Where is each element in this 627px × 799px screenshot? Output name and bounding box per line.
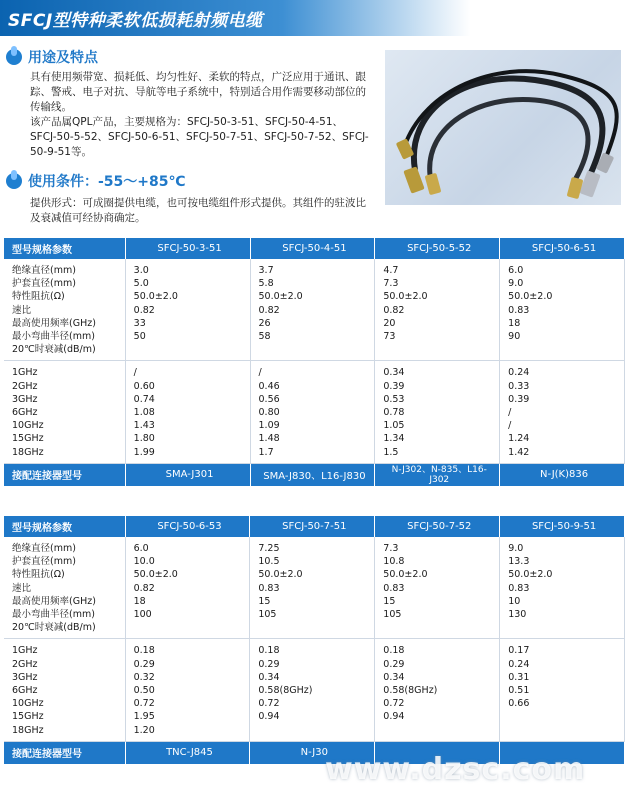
value [508, 343, 620, 356]
value: 0.29 [133, 658, 155, 670]
param-label: 护套直径(mm) [12, 556, 76, 568]
value: 50 [133, 331, 146, 343]
value: 26 [258, 317, 271, 329]
freq-label: 2GHz [12, 380, 38, 392]
value: 0.17 [508, 645, 530, 657]
text-line: 该产品属QPL产品，主要规格为：SFCJ-50-3-51、SFCJ-50-4-51、 [30, 116, 343, 128]
value: 0.83 [383, 582, 405, 594]
value: 1.43 [133, 420, 155, 432]
header-cell: 型号规格参数 [4, 238, 125, 259]
cable-photo [385, 50, 621, 205]
bullet-icon [6, 49, 22, 65]
value: 50.0±2.0 [258, 569, 303, 581]
header-cell: SFCJ-50-6-53 [125, 516, 250, 537]
freq-label: 1GHz [12, 367, 38, 379]
value: 0.94 [383, 711, 405, 723]
value: 0.34 [383, 671, 405, 683]
param-label: 速比 [12, 304, 32, 316]
value: 0.51 [508, 685, 530, 697]
text-line: 具有使用频带宽、损耗低、均匀性好、柔软的特点，广泛应用于通讯、跟 [30, 71, 366, 83]
value: 4.7 [383, 265, 399, 276]
value: 1.95 [133, 711, 155, 723]
value: 0.82 [383, 304, 405, 316]
value: 3.7 [258, 265, 274, 276]
header-cell: SFCJ-50-9-51 [500, 516, 625, 537]
param-label: 最高使用频率(GHz) [12, 317, 96, 329]
freq-label: 15GHz [12, 433, 44, 445]
value: 10 [508, 595, 521, 607]
param-names [4, 537, 125, 639]
freq-label: 18GHz [12, 446, 44, 458]
value: / [258, 367, 262, 379]
param-label: 特性阻抗(Ω) [12, 291, 65, 303]
value: 0.58(8GHz) [383, 685, 438, 697]
table-row [4, 537, 625, 639]
param-values [250, 537, 375, 639]
table-header-row [4, 516, 625, 537]
freq-label: 10GHz [12, 420, 44, 432]
freq-names [4, 639, 125, 741]
value: 18 [508, 317, 521, 329]
value: 0.83 [508, 304, 530, 316]
value [383, 343, 495, 356]
atten-values [125, 361, 250, 463]
title-band [0, 0, 627, 36]
value [134, 343, 246, 356]
atten-values [500, 361, 625, 463]
text-line: 及衰减值可经协商确定。 [30, 212, 146, 224]
value: 0.34 [383, 367, 405, 379]
value: 0.31 [508, 671, 530, 683]
param-label: 绝缘直径(mm) [12, 265, 76, 276]
header-cell: SFCJ-50-5-52 [375, 238, 500, 259]
param-values [250, 259, 375, 361]
value [134, 621, 246, 634]
atten-values [375, 639, 500, 741]
value [258, 621, 370, 634]
param-values [500, 259, 625, 361]
freq-label: 2GHz [12, 658, 38, 670]
value: 10.5 [258, 556, 280, 568]
value: 90 [508, 331, 521, 343]
param-values [125, 259, 250, 361]
value: 0.34 [258, 671, 280, 683]
text-line: 传输线。 [30, 101, 72, 113]
atten-values [500, 639, 625, 741]
header-cell: 型号规格参数 [4, 516, 125, 537]
value: 33 [133, 317, 146, 329]
param-values [375, 537, 500, 639]
connector-cell: TNC-J845 [125, 741, 250, 764]
freq-names [4, 361, 125, 463]
value: 0.60 [133, 380, 155, 392]
value: 0.58(8GHz) [258, 685, 313, 697]
value: 0.82 [258, 304, 280, 316]
value: 0.83 [508, 582, 530, 594]
connector-cell: N-J30 [250, 741, 375, 764]
text-line: 提供形式：可成圈提供电缆，也可按电缆组件形式提供。其组件的驻波比 [30, 197, 366, 209]
value: 0.94 [258, 711, 280, 723]
value: 0.33 [508, 380, 530, 392]
connector-cell: N-J302、N-835、L16-J302 [375, 463, 500, 486]
param-label: 最小弯曲半径(mm) [12, 331, 95, 343]
value: 0.72 [383, 698, 405, 710]
connector-cell: SMA-J830、L16-J830 [250, 463, 375, 486]
value: 9.0 [508, 543, 524, 554]
param-label: 速比 [12, 582, 32, 594]
value: 50.0±2.0 [508, 569, 553, 581]
table-header-row [4, 238, 625, 259]
value: 50.0±2.0 [133, 291, 178, 303]
atten-values [375, 361, 500, 463]
freq-label: 15GHz [12, 711, 44, 723]
param-label: 最高使用频率(GHz) [12, 595, 96, 607]
value: 100 [133, 609, 152, 621]
text-line: 50-9-51等。 [30, 146, 92, 158]
header-cell: SFCJ-50-3-51 [125, 238, 250, 259]
section-conditions-title: 使用条件：-55～+85℃ [28, 174, 186, 190]
value: 0.18 [133, 645, 155, 657]
value: 6.0 [133, 543, 149, 554]
value [383, 621, 495, 634]
value: 1.09 [258, 420, 280, 432]
value: 1.34 [383, 433, 405, 445]
value: 1.20 [133, 724, 155, 736]
value: 1.7 [258, 446, 274, 458]
value: 0.39 [508, 393, 530, 405]
value [508, 724, 620, 737]
value: 1.08 [133, 407, 155, 419]
value: 50.0±2.0 [508, 291, 553, 303]
atten-values [125, 639, 250, 741]
connector-label: 接配连接器型号 [4, 463, 125, 486]
value: 50.0±2.0 [133, 569, 178, 581]
value: 0.53 [383, 393, 405, 405]
header-cell: SFCJ-50-7-51 [250, 516, 375, 537]
value: 0.82 [133, 582, 155, 594]
value: 5.0 [133, 278, 149, 290]
value: 1.80 [133, 433, 155, 445]
section-usage-text [30, 70, 375, 160]
connector-cell: N-J(K)836 [500, 463, 625, 486]
value: 6.0 [508, 265, 524, 276]
value: 15 [258, 595, 271, 607]
value: 105 [383, 609, 402, 621]
value [508, 710, 620, 723]
value: 0.72 [258, 698, 280, 710]
param-values [500, 537, 625, 639]
value: / [133, 367, 137, 379]
value: 1.42 [508, 446, 530, 458]
value [508, 621, 620, 634]
connector-row [4, 463, 625, 486]
freq-label: 18GHz [12, 724, 44, 736]
value: 0.80 [258, 407, 280, 419]
value: 10.0 [133, 556, 155, 568]
text-line: SFCJ-50-5-52、SFCJ-50-6-51、SFCJ-50-7-51、SFCJ-50-7-52、SFCJ- [30, 131, 369, 143]
value: 0.18 [258, 645, 280, 657]
freq-label: 3GHz [12, 393, 38, 405]
value: 0.32 [133, 671, 155, 683]
value: 105 [258, 609, 277, 621]
freq-label: 6GHz [12, 407, 38, 419]
value: 5.8 [258, 278, 274, 290]
value: 20 [383, 317, 396, 329]
value: 1.24 [508, 433, 530, 445]
spec-table-1 [4, 238, 625, 486]
value: 0.82 [133, 304, 155, 316]
value: 0.29 [383, 658, 405, 670]
header-cell: SFCJ-50-6-51 [500, 238, 625, 259]
param-label: 特性阻抗(Ω) [12, 569, 65, 581]
atten-values [250, 639, 375, 741]
freq-label: 1GHz [12, 645, 38, 657]
value: 3.0 [133, 265, 149, 276]
value: 1.48 [258, 433, 280, 445]
param-label: 绝缘直径(mm) [12, 543, 76, 554]
value: 0.39 [383, 380, 405, 392]
value: / [508, 420, 512, 432]
page-title: SFCJ型特种柔软低损耗射频电缆 [8, 11, 263, 31]
value: 0.24 [508, 367, 530, 379]
text-line: 踪、警戒、电子对抗、导航等电子系统中，特别适合用作需要移动部位的 [30, 86, 366, 98]
cable-illustration [385, 50, 621, 205]
value: 1.05 [383, 420, 405, 432]
header-cell: SFCJ-50-7-52 [375, 516, 500, 537]
value: 15 [383, 595, 396, 607]
value: 0.24 [508, 658, 530, 670]
section-usage-heading [6, 46, 98, 68]
section-conditions-heading [6, 170, 185, 192]
value: 0.74 [133, 393, 155, 405]
header-cell: SFCJ-50-4-51 [250, 238, 375, 259]
value: 50.0±2.0 [383, 291, 428, 303]
param-label: 20℃时衰减(dB/m) [12, 344, 96, 356]
value: 18 [133, 595, 146, 607]
connector-cell: SMA-J301 [125, 463, 250, 486]
spec-table-2 [4, 516, 625, 764]
value: 58 [258, 331, 271, 343]
section-conditions-text [30, 196, 390, 226]
value: 0.83 [258, 582, 280, 594]
freq-label: 6GHz [12, 685, 38, 697]
atten-values [250, 361, 375, 463]
value: 13.3 [508, 556, 530, 568]
connector-label: 接配连接器型号 [4, 741, 125, 764]
table-row [4, 361, 625, 463]
value: 0.56 [258, 393, 280, 405]
value: 50.0±2.0 [258, 291, 303, 303]
param-label: 护套直径(mm) [12, 278, 76, 290]
value: 10.8 [383, 556, 405, 568]
watermark: www.dzsc.com [325, 752, 586, 787]
param-values [375, 259, 500, 361]
value: 50.0±2.0 [383, 569, 428, 581]
value: 7.3 [383, 543, 399, 554]
freq-label: 3GHz [12, 671, 38, 683]
value: 0.78 [383, 407, 405, 419]
value: 0.50 [133, 685, 155, 697]
param-values [125, 537, 250, 639]
bullet-icon [6, 173, 22, 189]
freq-label: 10GHz [12, 698, 44, 710]
param-names [4, 259, 125, 361]
value: 7.25 [258, 543, 280, 554]
value: 0.29 [258, 658, 280, 670]
value [383, 724, 495, 737]
value: 9.0 [508, 278, 524, 290]
value: 73 [383, 331, 396, 343]
table-row [4, 639, 625, 741]
value: 0.66 [508, 698, 530, 710]
value: / [508, 407, 512, 419]
value: 1.5 [383, 446, 399, 458]
value [259, 343, 371, 356]
value: 0.18 [383, 645, 405, 657]
value: 7.3 [383, 278, 399, 290]
section-usage-title: 用途及特点 [28, 50, 98, 66]
table-row [4, 259, 625, 361]
value: 130 [508, 609, 527, 621]
value: 1.99 [133, 446, 155, 458]
value: 0.72 [133, 698, 155, 710]
value: 0.46 [258, 380, 280, 392]
param-label: 最小弯曲半径(mm) [12, 609, 95, 621]
value [258, 724, 370, 737]
param-label: 20℃时衰减(dB/m) [12, 622, 96, 634]
